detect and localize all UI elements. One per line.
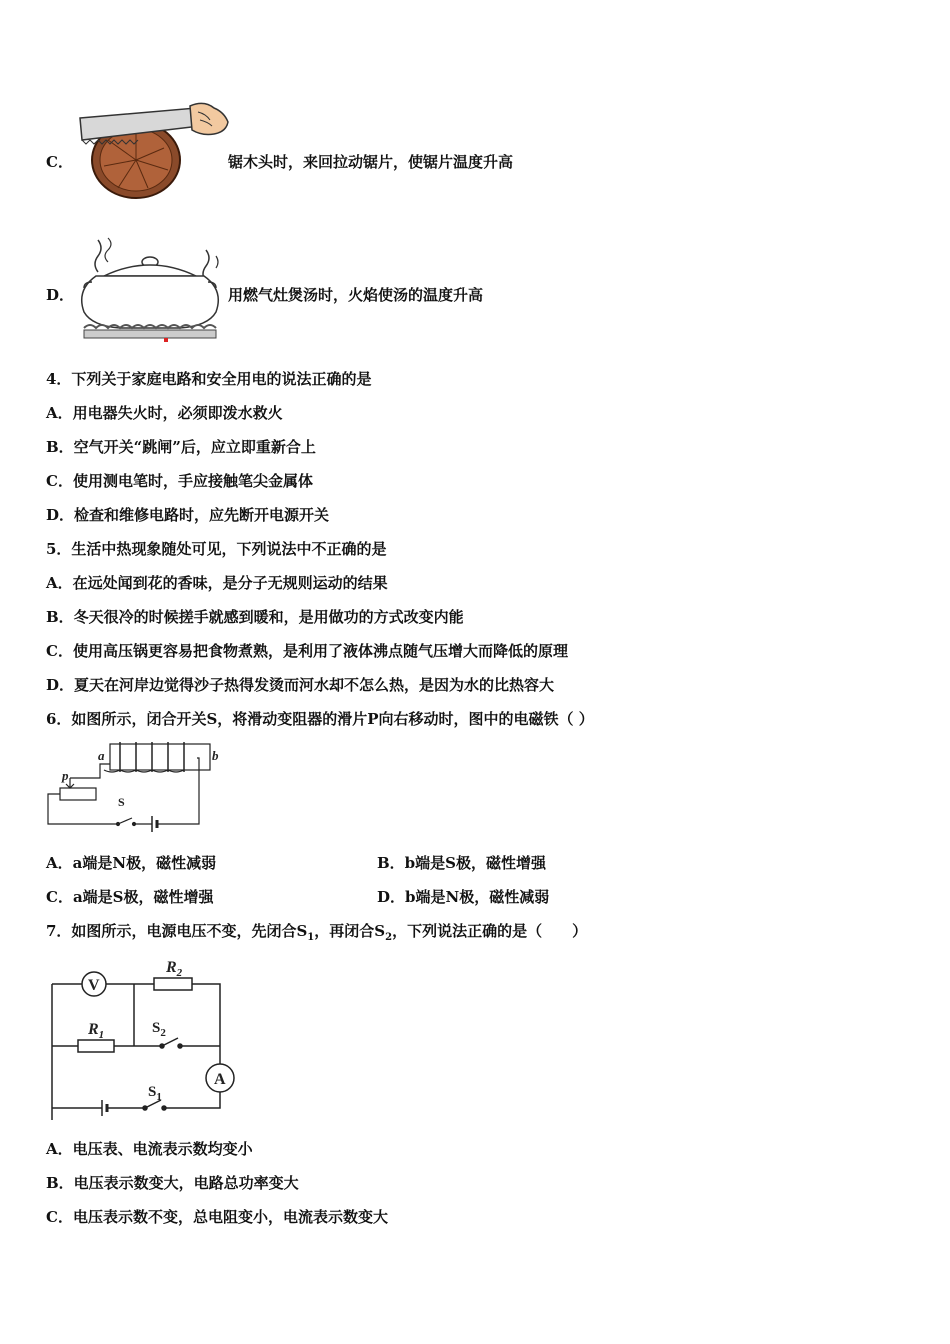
s2-label: $S_2$ xyxy=(152,1020,166,1039)
r2-label: $R_2$ xyxy=(166,959,183,979)
s1-label: $S_1$ xyxy=(148,1084,162,1103)
q6-option-a: A．a端是N极，磁性减弱 xyxy=(46,854,217,872)
ammeter-label: A xyxy=(214,1071,226,1088)
q4-option-b: B．空气开关“跳闸”后，应立即重新合上 xyxy=(46,438,316,456)
option-d-text: 用燃气灶煲汤时，火焰使汤的温度升高 xyxy=(228,286,484,304)
option-d-letter: D． xyxy=(46,286,75,304)
pot-on-stove-illustration xyxy=(78,236,228,344)
q6-option-b: B．b端是S极，磁性增强 xyxy=(377,854,546,872)
option-c-text: 锯木头时，来回拉动锯片，使锯片温度升高 xyxy=(228,153,514,171)
q5-option-b: B．冬天很冷的时候搓手就感到暖和，是用做功的方式改变内能 xyxy=(46,608,464,626)
option-c-letter: C． xyxy=(46,153,73,171)
q4-option-a: A．用电器失火时，必须即泼水救火 xyxy=(46,404,283,422)
q5-option-a: A．在远处闻到花的香味，是分子无规则运动的结果 xyxy=(46,574,388,592)
r1-label: $R_1$ xyxy=(88,1021,105,1041)
q4-option-d: D．检查和维修电路时，应先断开电源开关 xyxy=(46,506,330,524)
q7-option-c: C．电压表示数不变，总电阻变小，电流表示数变大 xyxy=(46,1208,388,1226)
q4-option-c: C．使用测电笔时，手应接触笔尖金属体 xyxy=(46,472,313,490)
label-s: S xyxy=(118,795,125,809)
q7-stem: 7．如图所示，电源电压不变，先闭合$S_1$，再闭合$S_2$，下列说法正确的是（ ） xyxy=(46,922,588,943)
label-p: p xyxy=(62,768,69,783)
q6-stem: 6．如图所示，闭合开关S，将滑动变阻器的滑片P向右移动时，图中的电磁铁（ ） xyxy=(46,710,594,728)
q7-option-b: B．电压表示数变大，电路总功率变大 xyxy=(46,1174,299,1192)
q6-option-d: D．b端是N极，磁性减弱 xyxy=(377,888,550,906)
electromagnet-circuit-diagram xyxy=(44,740,224,832)
q5-option-d: D．夏天在河岸边觉得沙子热得发烫而河水却不怎么热，是因为水的比热容大 xyxy=(46,676,555,694)
q4-stem: 4．下列关于家庭电路和安全用电的说法正确的是 xyxy=(46,370,372,388)
q5-stem: 5．生活中热现象随处可见，下列说法中不正确的是 xyxy=(46,540,387,558)
label-b: b xyxy=(212,748,219,763)
saw-wood-illustration xyxy=(78,100,230,202)
q7-option-a: A．电压表、电流表示数均变小 xyxy=(46,1140,253,1158)
q5-option-c: C．使用高压锅更容易把食物煮熟，是利用了液体沸点随气压增大而降低的原理 xyxy=(46,642,568,660)
voltmeter-label: V xyxy=(88,977,100,994)
voltmeter-ammeter-circuit-diagram xyxy=(44,954,244,1120)
q6-option-c: C．a端是S极，磁性增强 xyxy=(46,888,214,906)
label-a: a xyxy=(98,748,105,763)
